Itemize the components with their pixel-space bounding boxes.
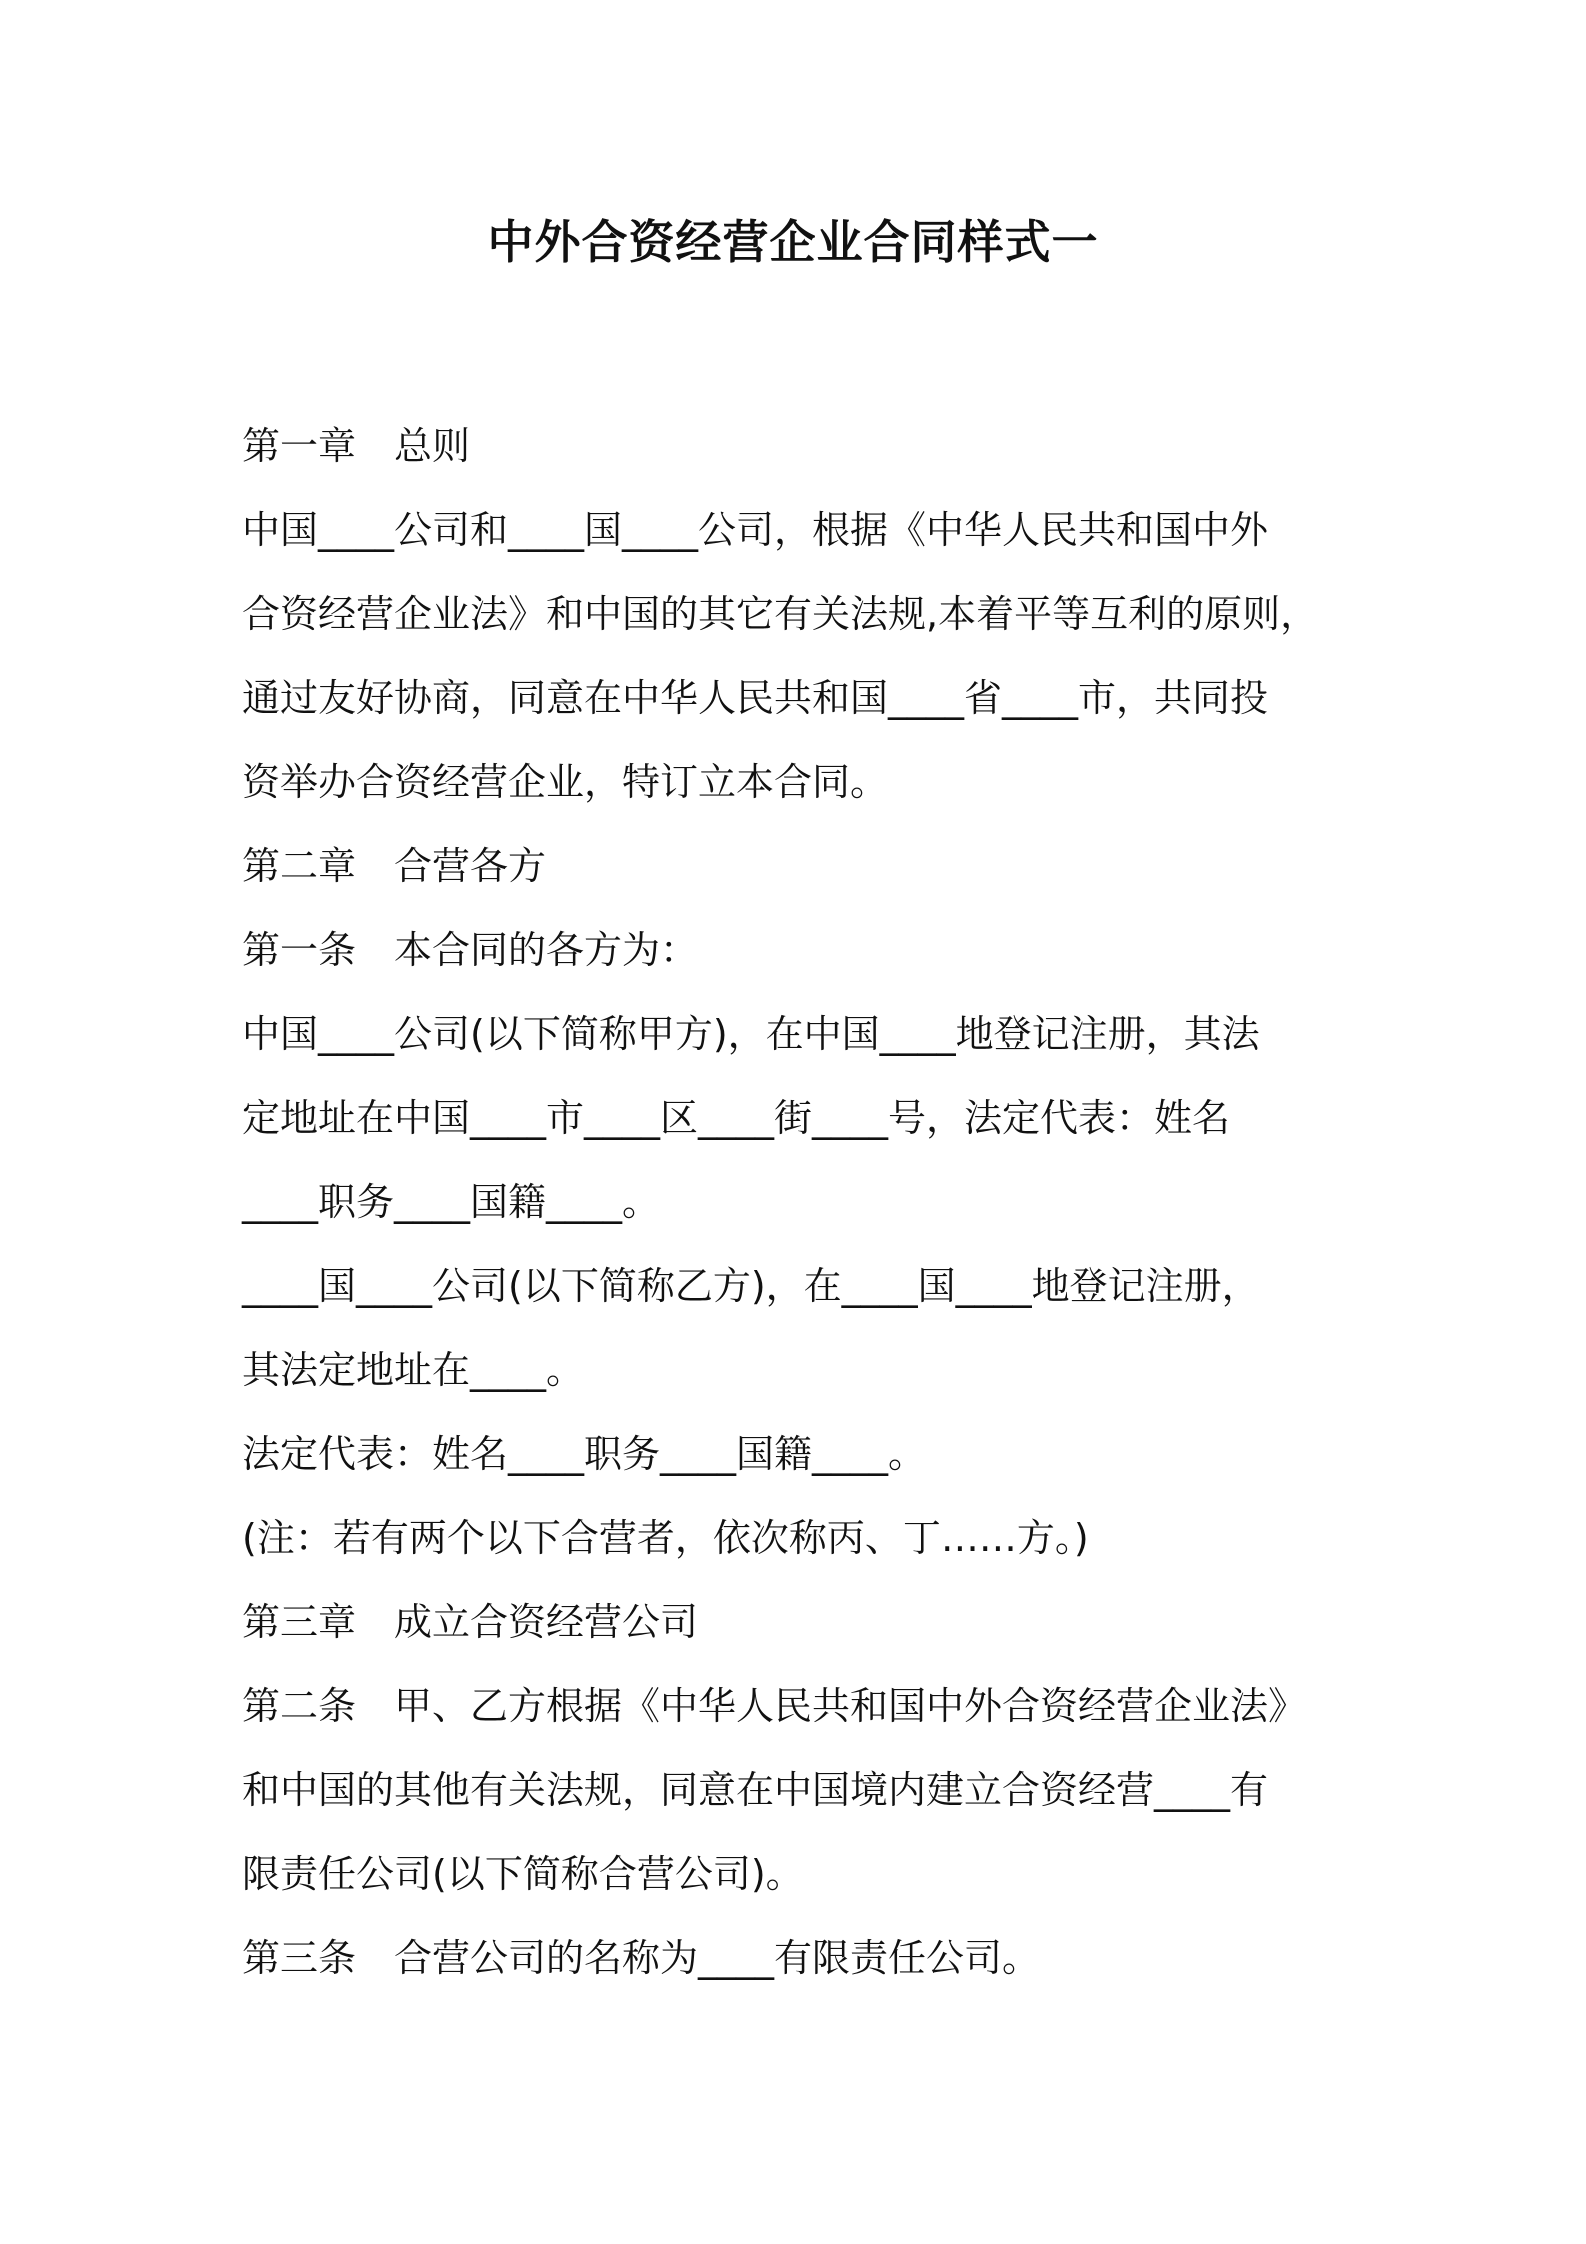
paragraph-line: 限责任公司(以下简称合营公司)。	[242, 1852, 804, 1896]
paragraph-line: ____国____公司(以下简称乙方)，在____国____地登记注册，	[242, 1264, 1260, 1308]
paragraph-line: ____职务____国籍____。	[242, 1180, 661, 1224]
chapter-heading: 第三章 成立合资经营公司	[242, 1600, 699, 1644]
paragraph-line: 定地址在中国____市____区____街____号，法定代表：姓名	[242, 1096, 1231, 1140]
document-body	[242, 404, 1360, 2000]
paragraph-line: 中国____公司(以下简称甲方)，在中国____地登记注册，其法	[242, 1012, 1260, 1056]
document-title: 中外合资经营企业合同样式一	[487, 215, 1099, 269]
paragraph-line: 和中国的其他有关法规，同意在中国境内建立合资经营____有	[242, 1768, 1269, 1812]
article-line: 第二条 甲、乙方根据《中华人民共和国中外合资经营企业法》	[242, 1684, 1307, 1728]
article-line: 第一条 本合同的各方为：	[242, 928, 699, 972]
paragraph-line: 其法定地址在____。	[242, 1348, 585, 1392]
chapter-heading: 第一章 总则	[242, 424, 471, 468]
article-line: 第三条 合营公司的名称为____有限责任公司。	[242, 1936, 1041, 1980]
note-line: (注：若有两个以下合营者，依次称丙、丁……方。)	[242, 1516, 1089, 1560]
paragraph-line: 法定代表：姓名____职务____国籍____。	[242, 1432, 927, 1476]
paragraph-line: 资举办合资经营企业，特订立本合同。	[242, 760, 889, 804]
paragraph-line: 通过友好协商，同意在中华人民共和国____省____市，共同投	[242, 676, 1269, 720]
paragraph-line: 合资经营企业法》和中国的其它有关法规,本着平等互利的原则，	[242, 592, 1319, 636]
paragraph-line: 中国____公司和____国____公司，根据《中华人民共和国中外	[242, 508, 1269, 552]
chapter-heading: 第二章 合营各方	[242, 844, 547, 888]
